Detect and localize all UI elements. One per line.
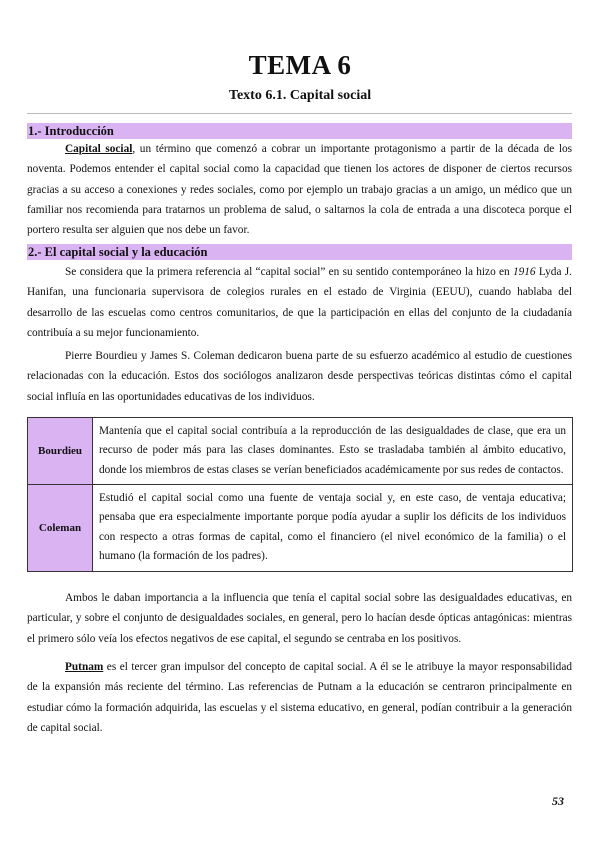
table-row <box>28 484 573 571</box>
title-divider <box>27 113 572 114</box>
hanifan-text-end: Lyda J. Hanifan, una funcionaria supervisora de colegios rurales en el estado de Virginia (EEUU), cuando hablaba del desarrollo de las escuelas como centros comunitarios, de que la participación en ellas del conjunto de la ciudadanía contribuía a su mejor funcionamiento. <box>27 266 572 339</box>
page-number: 53 <box>552 794 564 808</box>
hanifan-text-start: Se considera que la primera referencia al “capital social” en su sentido contemporáneo la hizo en <box>65 266 513 278</box>
putnam-paragraph <box>27 657 572 738</box>
putnam-text: es el tercer gran impulsor del concepto de capital social. A él se le atribuye la mayor responsabilidad de la expansión más reciente del término. Las referencias de Putnam a la educación se centraron principalmente en estudiar cómo la formación adquirida, las escuelas y el sistema educativo, en general, podían contribuir a la generación de capital social. <box>27 661 572 734</box>
table-row <box>28 418 573 485</box>
section-heading-educacion: 2.- El capital social y la educación <box>27 244 572 260</box>
page-title: TEMA 6 <box>248 50 352 80</box>
author-name-cell: Bourdieu <box>28 418 93 485</box>
hanifan-paragraph <box>27 262 572 343</box>
intro-paragraph <box>27 139 572 240</box>
antagonic-views-paragraph <box>27 588 572 649</box>
bourdieu-coleman-paragraph <box>27 346 572 407</box>
section-heading-introduccion: 1.- Introducción <box>27 123 572 139</box>
intro-text: , un término que comenzó a cobrar un importante protagonismo a partir de la década de los noventa. Podemos entender el capital social como la capacidad que tienen los actores de disponer de ciertos recursos gracias a su acceso a conexiones y redes sociales, como por ejemplo un trabajo gracias a un amigo, un médico que un familiar nos recomienda para tratarnos un problema de salud, o saltarnos la cola de entrada a una discoteca porque el portero resulta ser alguien que nos debe un favor. <box>27 143 573 237</box>
author-description-cell: Mantenía que el capital social contribuía a la reproducción de las desigualdades de clase, que era un recurso de poder más para las clases dominantes. Esto se trasladaba también al ámbito educativo, donde los miembros de estas clases se verían beneficiados académicamente por sus redes de contactos. <box>93 418 573 485</box>
page-subtitle: Texto 6.1. Capital social <box>228 88 372 103</box>
hanifan-year: 1916 <box>512 266 536 278</box>
term-capital-social: Capital social <box>65 143 133 155</box>
author-name-cell: Coleman <box>28 484 93 571</box>
term-putnam: Putnam <box>65 661 104 673</box>
authors-table <box>27 417 573 572</box>
bourdieu-coleman-text: Pierre Bourdieu y James S. Coleman dedicaron buena parte de su esfuerzo académico al estudio de cuestiones relacionadas con la educación. Estos dos sociólogos analizaron desde perspectivas teóricas distintas cómo el capital social influía en las oportunidades educativas de los individuos. <box>27 350 572 403</box>
antagonic-views-text: Ambos le daban importancia a la influencia que tenía el capital social sobre las desigualdades educativas, en particular, y sobre el conjunto de desigualdades sociales, en general, pero lo hacían desde ópticas antagónicas: mientras el primero sólo veía los efectos negativos de ese capital, el segundo se centraba en los positivos. <box>27 592 572 645</box>
author-description-cell: Estudió el capital social como una fuente de ventaja social y, en este caso, de ventaja educativa; pensaba que era especialmente importante porque podía ayudar a suplir los déficits de los individuos con respecto a otras formas de capital, como el financiero (el nivel económico de la familia) o el humano (la formación de los padres). <box>93 484 573 571</box>
